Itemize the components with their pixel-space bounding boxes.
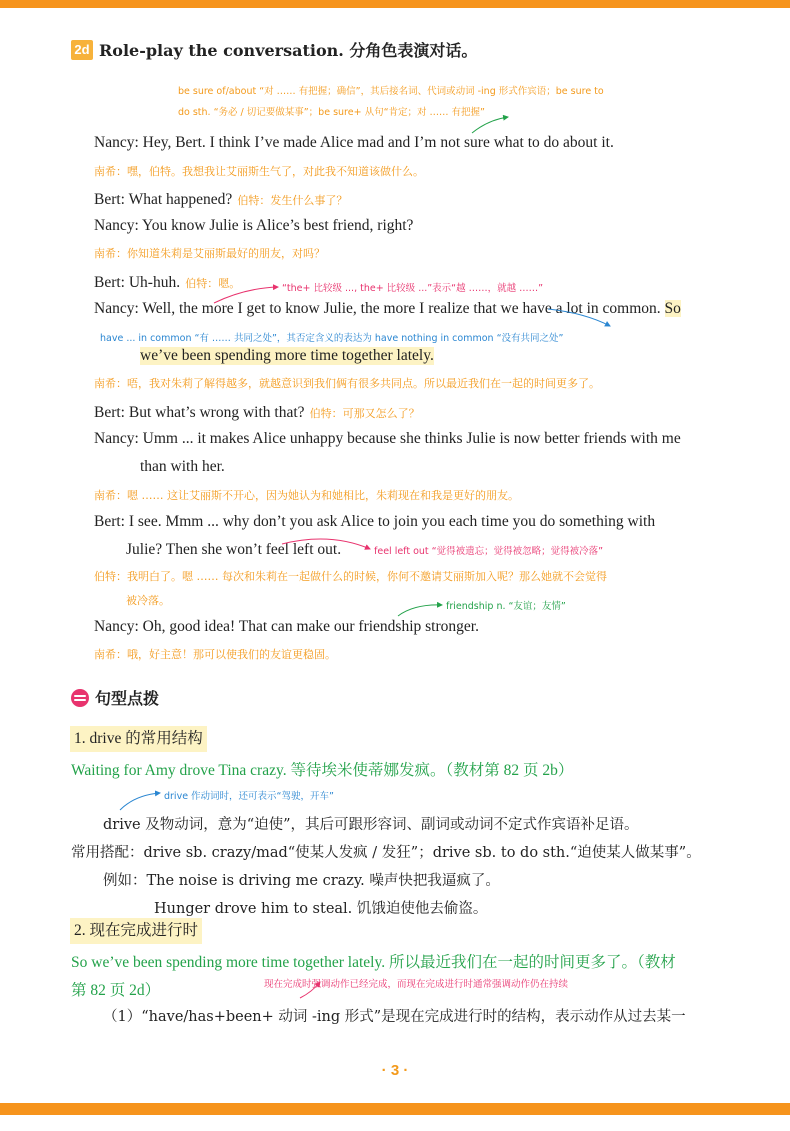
arrow-friendship [398, 605, 442, 616]
page-number: · 3 · [381, 1062, 409, 1079]
dialogue-line-5b: So [664, 300, 681, 317]
grammar-heading-1: 1. drive 的常用结构 [70, 726, 207, 752]
grammar-example-2b: 第 82 页 2d） [71, 982, 161, 999]
dialogue-line-1-translation: 南希：嘿，伯特。我想我让艾丽斯生气了，对此我不知道该做什么。 [94, 165, 424, 178]
dialogue-line-4-translation: 伯特：嗯。 [185, 277, 241, 290]
grammar-paragraph-3: 例如：The noise is driving me crazy. 噪声快把我逼疯了。 [103, 873, 500, 889]
dialogue-line-5-translation: 南希：唔，我对朱莉了解得越多，就越意识到我们俩有很多共同点。所以最近我们在一起的时间更多了。 [94, 377, 600, 390]
dialogue-line-8-translation-1: 伯特：我明白了。嗯 …… 每次和朱莉在一起做什么的时候，你何不邀请艾丽斯加入呢？那么她就不会觉得 [94, 570, 607, 583]
bottom-orange-bar [0, 1103, 790, 1115]
section-badge: 2d [71, 40, 93, 60]
dialogue-line-7b: than with her. [140, 458, 225, 475]
dialogue-line-5c: we’ve been spending more time together lately. [140, 347, 434, 364]
grammar-paragraph-2: 常用搭配：drive sb. crazy/mad“使某人发疯 / 发狂”；drive sb. to do sth.“迫使某人做某事”。 [71, 845, 701, 861]
grammar-example-2a: So we’ve been spending more time together lately. 所以最近我们在一起的时间更多了。（教材 [71, 954, 676, 971]
grammar-example-1: Waiting for Amy drove Tina crazy. 等待埃米使蒂娜发疯。（教材第 82 页 2b） [71, 762, 574, 779]
grammar-paragraph-5: （1）“have/has+been+ 动词 -ing 形式”是现在完成进行时的结构，表示动作从过去某一 [103, 1009, 686, 1025]
arrow-drive [120, 793, 160, 810]
dialogue-line-3: Nancy: You know Julie is Alice’s best friend, right? [94, 217, 414, 234]
dialogue-line-7a: Nancy: Umm ... it makes Alice unhappy because she thinks Julie is now better friends with me [94, 430, 681, 447]
dialogue-line-2-translation: 伯特：发生什么事了？ [237, 194, 348, 207]
section-title: Role-play the conversation. 分角色表演对话。 [99, 41, 478, 60]
grammar-paragraph-1: drive 及物动词，意为“迫使”，其后可跟形容词、副词或动词不定式作宾语补足语。 [103, 817, 639, 833]
note-be-sure-line2: do sth. “务必 / 切记要做某事”；be sure+ 从句“肯定；对 …… 有把握” [178, 107, 485, 118]
grammar-paragraph-4: Hunger drove him to steal. 饥饿迫使他去偷盗。 [154, 901, 488, 917]
dialogue-line-5a: Nancy: Well, the more I get to know Julie, the more I realize that we have a lot in common. [94, 300, 661, 317]
note-the-more: “the+ 比较级 ..., the+ 比较级 ...”表示“越 ……，就越 ……” [282, 283, 544, 294]
dialogue-line-4: Bert: Uh-huh. [94, 274, 181, 291]
dialogue-line-3-translation: 南希：你知道朱莉是艾丽斯最好的朋友，对吗？ [94, 247, 325, 260]
note-have-in-common: have ... in common “有 …… 共同之处”，其否定含义的表达为 have nothing in common “没有共同之处” [100, 333, 564, 344]
dialogue-line-1: Nancy: Hey, Bert. I think I’ve made Alice mad and I’m not sure what to do about it. [94, 134, 614, 151]
dialogue-line-2: Bert: What happened? [94, 191, 233, 208]
note-drive: drive 作动词时，还可表示“驾驶，开车” [164, 791, 334, 802]
note-perfect-continuous: 现在完成时强调动作已经完成，而现在完成进行时通常强调动作仍在持续 [264, 979, 569, 990]
grammar-heading-2: 2. 现在完成进行时 [70, 918, 202, 944]
note-feel-left-out: feel left out “觉得被遗忘；觉得被忽略；觉得被冷落” [374, 546, 604, 557]
top-orange-bar [0, 0, 790, 8]
dialogue-line-8-translation-2: 被冷落。 [126, 594, 170, 607]
grammar-section-icon [71, 689, 89, 707]
dialogue-line-8b: Julie? Then she won’t feel left out. [126, 541, 342, 558]
dialogue-line-9: Nancy: Oh, good idea! That can make our friendship stronger. [94, 618, 479, 635]
note-be-sure-line1: be sure of/about “对 …… 有把握；确信”，其后接名词、代词或动词 -ing 形式作宾语；be sure to [178, 86, 604, 97]
dialogue-line-6-translation: 伯特：可那又怎么了？ [309, 407, 420, 420]
arrow-be-sure [472, 117, 508, 133]
note-friendship: friendship n. “友谊；友情” [446, 601, 566, 612]
dialogue-line-6: Bert: But what’s wrong with that? [94, 404, 305, 421]
dialogue-line-9-translation: 南希：哦，好主意！那可以使我们的友谊更稳固。 [94, 648, 336, 661]
dialogue-line-7-translation: 南希：嗯 …… 这让艾丽斯不开心，因为她认为和她相比，朱莉现在和我是更好的朋友。 [94, 489, 519, 502]
dialogue-line-8a: Bert: I see. Mmm ... why don’t you ask Alice to join you each time you do something with [94, 513, 656, 530]
grammar-section-title: 句型点拨 [95, 689, 160, 708]
